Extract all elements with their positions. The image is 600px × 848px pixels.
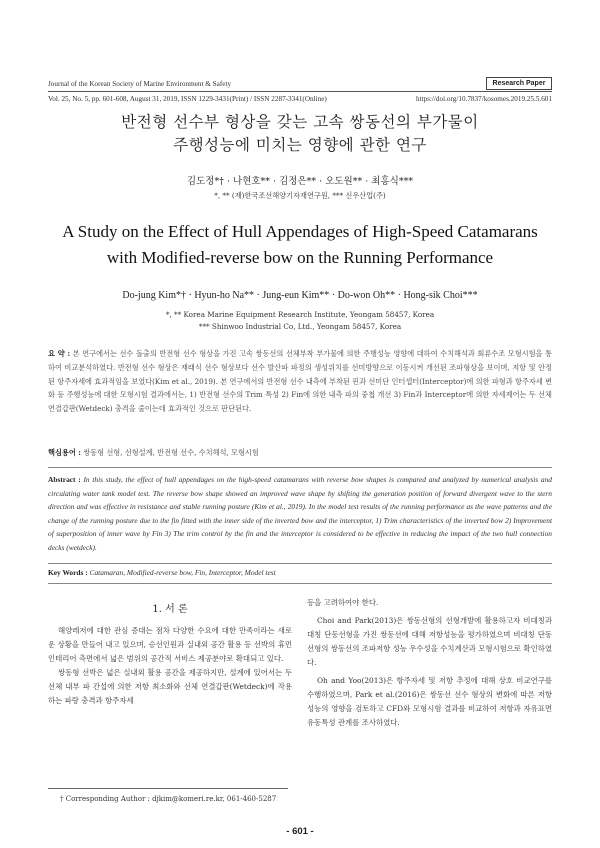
header-rule (48, 91, 552, 92)
korean-abstract-label: 요 약 : (48, 349, 71, 358)
korean-abstract-text: 본 연구에서는 선수 돌출의 반전형 선수 형상을 가진 고속 쌍동선의 선체부착 부가물에 의한 주행성능 영향에 대하여 수치해석과 회류수조 모형시험을 통하여 비교분석하였다. 반전형 선수 형상은 재래식 선수 형상보다 선수 발산파 파정의 생성위치를 선미방향으로 이동시켜 개선된 조파형상을 보이며, 저항 및 안정된 항주자세에 효과적임을 보였다(Kim et al., 2019). 본 연구에서의 반전형 선수 내측에 부착된 핀과 선미단 인터셉터(Interceptor)에 의한 파형과 항주자세 변화 등 주행성능에 대한 모형시험 결과에서는, 1) 반전형 선수의 Trim 특성 2) Fin에 의한 내측 파의 중첩 개선 3) Fin과 Interceptor에 의한 자세제어는 두 선체 연결갑판(Wetdeck) 충격을 줄이는데 효과적인 것으로 판단된다. (48, 349, 552, 414)
korean-title-line2: 주행성능에 미치는 영향에 관한 연구 (173, 136, 427, 154)
journal-name: Journal of the Korean Society of Marine Environment & Safety (48, 80, 232, 88)
korean-keywords (48, 446, 552, 460)
english-keywords-label: Key Words : (48, 568, 88, 577)
right-paragraph-0: 등을 고려하여야 한다. (307, 598, 379, 607)
english-affiliation-1: *, ** Korea Marine Equipment Research Institute, Yeongam 58457, Korea (165, 310, 435, 319)
research-paper-badge: Research Paper (486, 77, 552, 90)
english-abstract-text: In this study, the effect of hull appendages on the high-speed catamarans with reverse bow shapes is compared and analyzed by numerical analysis and circulating water tank model test. The reverse bow shape showed an improved wave shape by shifting the generation position of forward divergent wave to the stern direction and was effective in resistance and stable running posture (Kim et al., 2019). In the model test results of the running performance as the wave patterns and the change of the running posture due to the fin fitted with the inner side of the inverted bow and the interceptor, 1) Trim characteristics of the inverted bow 2) Improvement of superposition of inner wave by Fin 3) The trim control by the fin and the interceptor is considered to be effective in reducing the impact of the two hull connection decks (wetdeck). (48, 475, 552, 552)
english-abstract (48, 473, 552, 554)
english-keywords-text: Catamaran, Modified-reverse bow, Fin, Interceptor, Model test (87, 568, 276, 577)
keywords-divider (48, 563, 552, 564)
right-paragraph-1: Choi and Park(2013)은 쌍동선형의 선형개발에 활용하고자 비대칭과 대칭 단동선형을 가진 쌍동선에 대해 저항성능을 평가하였으며 비대칭 단동선형의 쌍동선의 조파저항 성능 우수성을 수치계산과 모형시험으로 확인하였다. (307, 616, 552, 667)
abstract-divider (48, 467, 552, 468)
english-keywords (48, 566, 552, 580)
volume-line: Vol. 25, No. 5, pp. 601-608, August 31, 2019, ISSN 1229-3431(Print) / ISSN 2287-3341(Online) (48, 95, 327, 103)
left-column (48, 624, 292, 708)
left-paragraph-1: 해양레저에 대한 관심 증대는 점차 다양한 수요에 대한 만족이라는 새로운 상황을 만들어 내고 있으며, 승선인원과 실내외 공간 활용 등 선박의 휴먼 인테리어 측면에서 넓은 범위의 공간적 서비스 제공분야로 확대되고 있다. (48, 626, 292, 663)
right-paragraph-2: Oh and Yoo(2013)은 항주자세 및 저항 추정에 대해 상호 비교연구를 수행하였으며, Park et al.(2016)은 쌍동선 선수 형상의 변화에 따른 저항성능의 영향을 검토하고 CFD와 모형시험 결과를 비교하여 저항과 자유표면 유동특성 관계를 조사하였다. (307, 676, 552, 727)
english-title-line2: with Modified-reverse bow on the Running Performance (106, 248, 494, 267)
korean-affiliation: *, ** (재)한국조선해양기자재연구원, *** 신우산업(주) (214, 191, 386, 200)
corresponding-author-footnote: † Corresponding Author : djkim@komeri.re.kr, 061-460-5287 (60, 795, 277, 803)
english-title-line1: A Study on the Effect of Hull Appendages of High-Speed Catamarans (62, 222, 538, 241)
english-authors: Do-jung Kim*† · Hyun-ho Na** · Jung-eun Kim** · Do-won Oh** · Hong-sik Choi*** (122, 290, 478, 301)
korean-title-line1: 반전형 선수부 형상을 갖는 고속 쌍동선의 부가물이 (121, 113, 479, 131)
footnote-rule (48, 788, 288, 789)
english-abstract-label: Abstract : (48, 475, 81, 484)
left-paragraph-2: 쌍동형 선박은 넓은 실내외 활용 공간을 제공하지만, 설계에 있어서는 두 선체 내부 파 간섭에 의한 저항 최소화와 선체 연결갑판(Wetdeck)에 작용하는 파랑 충격과 항주자세 (48, 668, 292, 705)
korean-keywords-label: 핵심용어 : (48, 448, 81, 457)
body-divider (48, 583, 552, 584)
section-heading: 1. 서 론 (152, 604, 188, 615)
english-affiliation-2: *** Shinwoo Industrial Co, Ltd., Yeongam 58457, Korea (198, 322, 402, 331)
korean-abstract (48, 347, 552, 416)
korean-authors: 김도정*† · 나현호** · 김정은** · 오도원** · 최홍식*** (186, 176, 414, 187)
right-column (307, 596, 552, 730)
page-number: - 601 - (286, 826, 314, 837)
korean-keywords-text: 쌍동형 선형, 선형설계, 반전형 선수, 수치해석, 모형시험 (80, 448, 259, 457)
doi-link[interactable]: https://doi.org/10.7837/kosomes.2019.25.5.601 (415, 95, 552, 103)
